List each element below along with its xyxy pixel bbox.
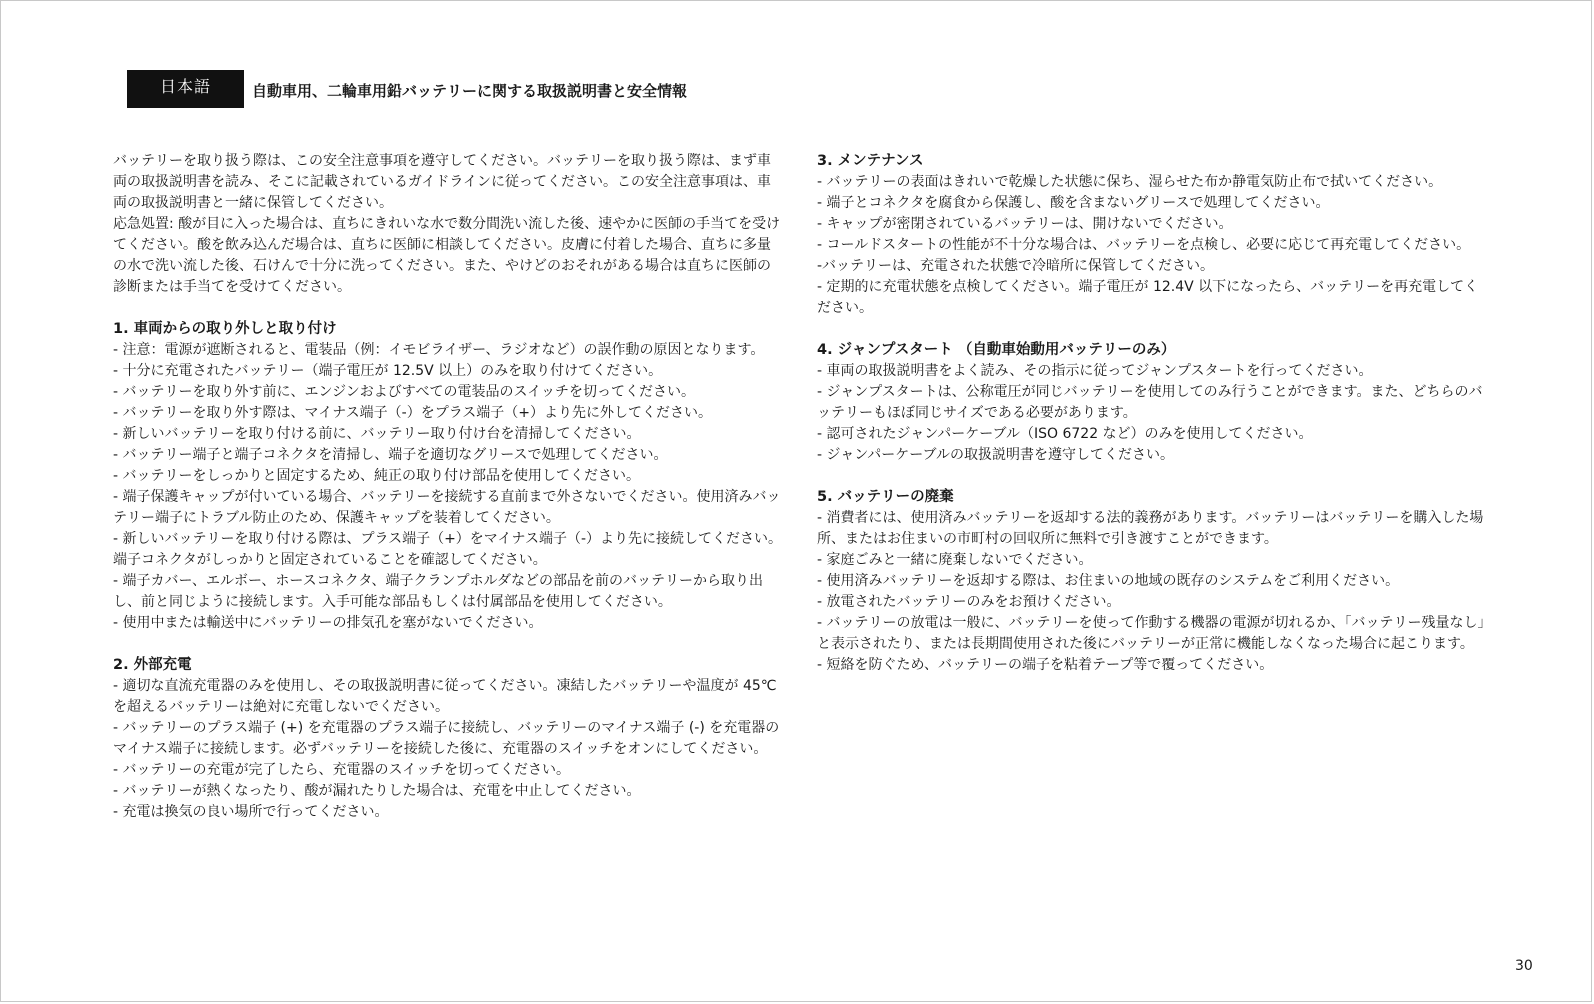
list-item: - 消費者には、使用済みバッテリーを返却する法的義務があります。バッテリーはバッテリーを購入した場所、またはお住まいの市町村の回収所に無料で引き渡すことができます。 — [817, 510, 1484, 547]
list-item: - コールドスタートの性能が不十分な場合は、バッテリーを点検し、必要に応じて再充電してください。 — [817, 237, 1471, 253]
list-item: - 新しいバッテリーを取り付ける前に、バッテリー取り付け台を清掃してください。 — [113, 426, 641, 442]
list-item: - 定期的に充電状態を点検してください。端子電圧が 12.4V 以下になったら、バッテリーを再充電してください。 — [817, 279, 1479, 316]
intro-paragraph: バッテリーを取り扱う際は、この安全注意事項を遵守してください。バッテリーを取り扱う際は、まず車両の取扱説明書を読み、そこに記載されているガイドラインに従ってください。この安全注意事項は、車両の取扱説明書と一緒に保管してください。 — [113, 153, 771, 211]
list-item: - 使用中または輸送中にバッテリーの排気孔を塞がないでください。 — [113, 615, 543, 631]
list-item: - 充電は換気の良い場所で行ってください。 — [113, 804, 389, 820]
list-item: - バッテリーを取り外す前に、エンジンおよびすべての電装品のスイッチを切ってください。 — [113, 384, 695, 400]
list-item: - 家庭ごみと一緒に廃棄しないでください。 — [817, 552, 1093, 568]
list-item: - 端子とコネクタを腐食から保護し、酸を含まないグリースで処理してください。 — [817, 195, 1330, 211]
section-heading: 2. 外部充電 — [113, 657, 192, 673]
list-item: - バッテリーのプラス端子 (+) を充電器のプラス端子に接続し、バッテリーのマイナス端子 (-) を充電器のマイナス端子に接続します。必ずバッテリーを接続した後に、充電器のスイッチをオンにしてください。 — [113, 720, 780, 757]
list-item: - 端子カバー、エルボー、ホースコネクタ、端子クランプホルダなどの部品を前のバッテリーから取り出し、前と同じように接続します。入手可能な部品もしくは付属部品を使用してください。 — [113, 573, 763, 610]
language-tab: 日本語 — [127, 70, 244, 108]
list-item: - バッテリーの充電が完了したら、充電器のスイッチを切ってください。 — [113, 762, 570, 778]
list-item: - バッテリーが熱くなったり、酸が漏れたりした場合は、充電を中止してください。 — [113, 783, 641, 799]
list-item: - 使用済みバッテリーを返却する際は、お住まいの地域の既存のシステムをご利用ください。 — [817, 573, 1400, 589]
section-heading: 1. 車両からの取り外しと取り付け — [113, 321, 337, 337]
list-item: - バッテリーの放電は一般に、バッテリーを使って作動する機器の電源が切れるか、「バッテリー残量なし」と表示されたり、または長期間使用された後にバッテリーが正常に機能しなくなった場合に起こります。 — [817, 615, 1485, 652]
list-item: - 短絡を防ぐため、バッテリーの端子を粘着テープ等で覆ってください。 — [817, 657, 1274, 673]
list-item: - キャップが密閉されているバッテリーは、開けないでください。 — [817, 216, 1233, 232]
list-item: - 認可されたジャンパーケーブル（ISO 6722 など）のみを使用してください。 — [817, 426, 1313, 442]
list-item: - 適切な直流充電器のみを使用し、その取扱説明書に従ってください。凍結したバッテリーや温度が 45℃を超えるバッテリーは絶対に充電しないでください。 — [113, 678, 777, 715]
section-heading: 3. メンテナンス — [817, 153, 924, 169]
list-item: - 端子保護キャップが付いている場合、バッテリーを接続する直前まで外さないでください。使用済みバッテリー端子にトラブル防止のため、保護キャップを装着してください。 — [113, 489, 781, 526]
list-item: - 注意：電源が遮断されると、電装品（例：イモビライザー、ラジオなど）の誤作動の原因となります。 — [113, 342, 765, 358]
right-column — [817, 151, 1487, 676]
list-item: - ジャンパーケーブルの取扱説明書を遵守してください。 — [817, 447, 1174, 463]
intro-section — [113, 151, 783, 298]
list-item: - 新しいバッテリーを取り付ける際は、プラス端子（+）をマイナス端子（-）より先に接続してください。端子コネクタがしっかりと固定されていることを確認してください。 — [113, 531, 783, 568]
page-number: 30 — [1515, 958, 1533, 974]
section-heading: 4. ジャンプスタート （自動車始動用バッテリーのみ） — [817, 342, 1176, 358]
first-aid-paragraph: 応急処置: 酸が目に入った場合は、直ちにきれいな水で数分間洗い流した後、速やかに医師の手当てを受けてください。酸を飲み込んだ場合は、直ちに医師に相談してください。皮膚に付着した場合、直ちに多量の水で洗い流した後、石けんで十分に洗ってください。また、やけどのおそれがある場合は直ちに医師の診断または手当てを受けてください。 — [113, 216, 781, 295]
section-disposal — [817, 487, 1487, 676]
list-item: - バッテリーの表面はきれいで乾燥した状態に保ち、湿らせた布か静電気防止布で拭いてください。 — [817, 174, 1443, 190]
list-item: - バッテリーをしっかりと固定するため、純正の取り付け部品を使用してください。 — [113, 468, 640, 484]
section-heading: 5. バッテリーの廃棄 — [817, 489, 954, 505]
left-column — [113, 151, 783, 823]
list-item: - ジャンプスタートは、公称電圧が同じバッテリーを使用してのみ行うことができます。また、どちらのバッテリーもほぼ同じサイズである必要があります。 — [817, 384, 1483, 421]
section-removal-installation — [113, 319, 783, 634]
section-maintenance — [817, 151, 1487, 319]
list-item: -バッテリーは、充電された状態で冷暗所に保管してください。 — [817, 258, 1215, 274]
list-item: - 十分に充電されたバッテリー（端子電圧が 12.5V 以上）のみを取り付けてください。 — [113, 363, 663, 379]
document-title: 自動車用、二輪車用鉛バッテリーに関する取扱説明書と安全情報 — [252, 82, 688, 100]
section-jump-start — [817, 340, 1487, 466]
list-item: - 車両の取扱説明書をよく読み、その指示に従ってジャンプスタートを行ってください。 — [817, 363, 1373, 379]
list-item: - バッテリーを取り外す際は、マイナス端子（-）をプラス端子（+）より先に外してください。 — [113, 405, 713, 421]
list-item: - 放電されたバッテリーのみをお預けください。 — [817, 594, 1121, 610]
list-item: - バッテリー端子と端子コネクタを清掃し、端子を適切なグリースで処理してください。 — [113, 447, 668, 463]
section-external-charging — [113, 655, 783, 823]
